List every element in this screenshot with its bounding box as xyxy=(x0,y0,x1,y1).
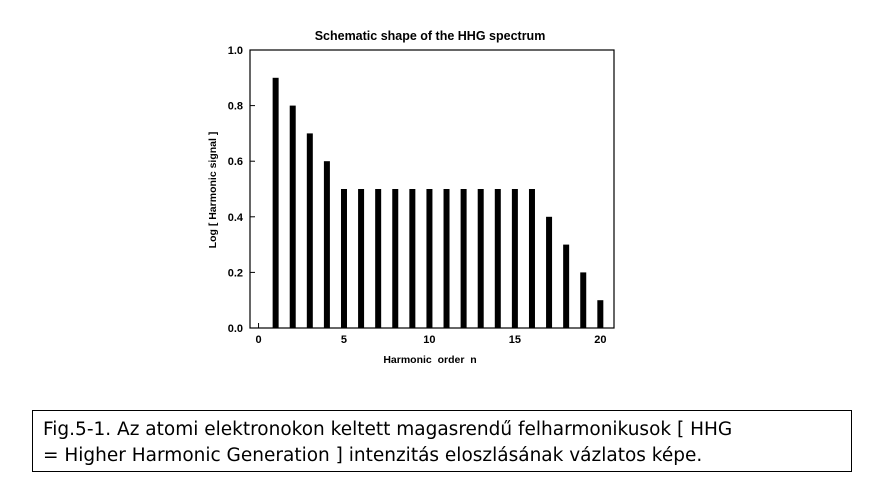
bar-harmonic-19 xyxy=(580,272,586,328)
bars-layer xyxy=(273,78,604,328)
bar-harmonic-4 xyxy=(324,161,330,328)
bar-harmonic-17 xyxy=(546,217,552,328)
bar-harmonic-12 xyxy=(461,189,467,328)
y-tick-label: 0.0 xyxy=(227,323,243,335)
y-tick-label: 0.4 xyxy=(227,211,243,224)
caption-line-2: = Higher Harmonic Generation ] intenzitás eloszlásának vázlatos képe. xyxy=(43,445,703,466)
x-tick-label: 15 xyxy=(508,334,522,346)
figure-caption xyxy=(32,410,852,472)
chart-title: Schematic shape of the HHG spectrum xyxy=(314,29,546,43)
bar-harmonic-2 xyxy=(290,106,296,328)
bar-harmonic-18 xyxy=(563,245,569,328)
bar-harmonic-16 xyxy=(529,189,535,328)
bar-harmonic-6 xyxy=(358,189,364,328)
bar-harmonic-3 xyxy=(307,133,313,328)
bar-harmonic-15 xyxy=(512,189,518,328)
bar-harmonic-11 xyxy=(444,189,450,328)
y-axis-ticks xyxy=(228,45,255,335)
bar-harmonic-8 xyxy=(392,189,398,328)
caption-line-1: Fig.5-1. Az atomi elektronokon keltett magasrendű felharmonikusok [ HHG xyxy=(43,419,733,440)
x-axis-label: Harmonic order n xyxy=(383,354,477,366)
y-tick-label: 1.0 xyxy=(227,45,243,57)
y-axis-label: Log [ Harmonic signal ] xyxy=(207,131,219,249)
bar-harmonic-9 xyxy=(409,189,415,328)
bar-harmonic-7 xyxy=(375,189,381,328)
x-tick-label: 0 xyxy=(255,334,262,346)
x-tick-label: 5 xyxy=(340,334,348,346)
bar-harmonic-13 xyxy=(478,189,484,328)
bar-harmonic-1 xyxy=(273,78,279,328)
bar-harmonic-5 xyxy=(341,189,347,328)
x-tick-label: 20 xyxy=(594,334,607,346)
bar-harmonic-10 xyxy=(426,189,432,328)
x-tick-label: 10 xyxy=(423,334,436,346)
bar-harmonic-14 xyxy=(495,189,501,328)
y-tick-label: 0.6 xyxy=(227,156,243,169)
y-tick-label: 0.2 xyxy=(227,267,243,280)
y-tick-label: 0.8 xyxy=(227,100,243,113)
